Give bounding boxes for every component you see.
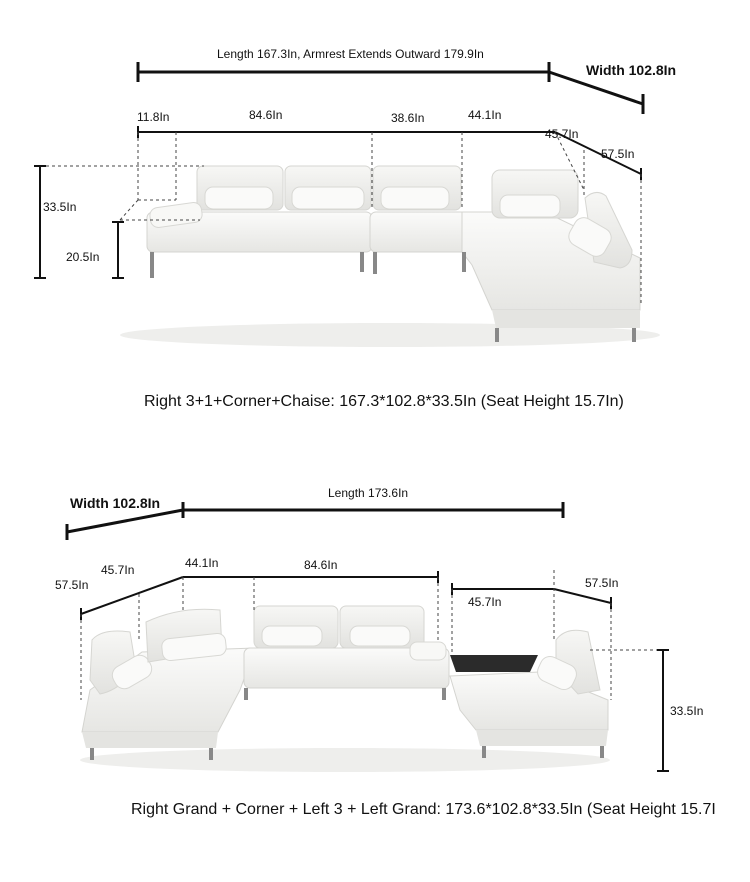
top-dim-33-5: 33.5In — [43, 200, 77, 214]
top-dim-44-1: 44.1In — [468, 108, 502, 122]
bottom-dim-44-1: 44.1In — [185, 556, 219, 570]
bottom-dim-33-5: 33.5In — [670, 704, 704, 718]
bottom-dim-57-5-left: 57.5In — [55, 578, 89, 592]
bottom-width-label: Width 102.8In — [70, 495, 161, 511]
bottom-caption: Right Grand + Corner + Left 3 + Left Grand: 173.6*102.8*33.5In (Seat Height 15.7I — [131, 801, 716, 818]
top-dim-84-6: 84.6In — [249, 108, 283, 122]
bottom-dim-45-7-right: 45.7In — [468, 595, 502, 609]
top-dim-20-5: 20.5In — [66, 250, 100, 264]
top-sofa-illustration — [120, 166, 660, 347]
top-caption: Right 3+1+Corner+Chaise: 167.3*102.8*33.5In (Seat Height 15.7In) — [144, 393, 624, 410]
bottom-dim-45-7-left: 45.7In — [101, 563, 135, 577]
top-dim-45-7: 45.7In — [545, 127, 579, 141]
bottom-length-label: Length 173.6In — [328, 486, 409, 500]
top-dim-57-5: 57.5In — [601, 147, 635, 161]
bottom-dim-57-5-right: 57.5In — [585, 576, 619, 590]
top-dim-11-8: 11.8In — [137, 110, 170, 124]
bottom-sofa-illustration — [80, 606, 610, 772]
top-length-label: Length 167.3In, Armrest Extends Outward 179.9In — [217, 47, 484, 61]
top-dim-38-6: 38.6In — [391, 111, 425, 125]
top-width-label: Width 102.8In — [586, 62, 677, 78]
bottom-dim-84-6: 84.6In — [304, 558, 338, 572]
